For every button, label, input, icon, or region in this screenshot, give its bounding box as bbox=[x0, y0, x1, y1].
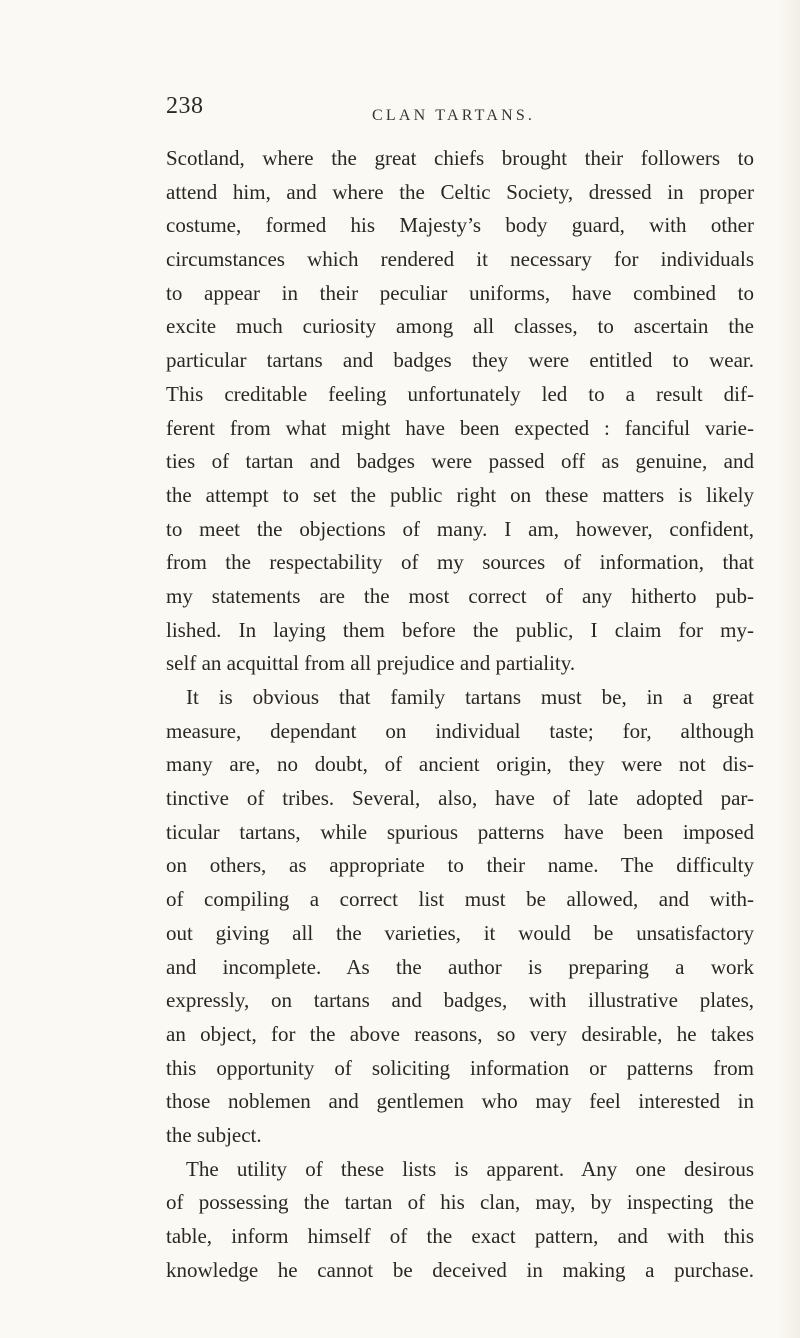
text-line: circumstances which rendered it necessary for individuals bbox=[166, 247, 754, 272]
text-line: this opportunity of soliciting information or patterns from bbox=[166, 1055, 754, 1080]
text-line: Scotland, where the great chiefs brought their followers to bbox=[166, 146, 754, 170]
text-line: expressly, on tartans and badges, with illustrative plates, bbox=[166, 988, 754, 1013]
text-line: from the respectability of my sources of information, that bbox=[166, 550, 754, 575]
text-line: self an acquittal from all prejudice and partiality. bbox=[166, 651, 576, 676]
text-line: to meet the objections of many. I am, however, confident, bbox=[166, 516, 754, 541]
text-line: It is obvious that family tartans must be, in a great bbox=[186, 685, 754, 709]
text-line: particular tartans and badges they were entitled to wear. bbox=[166, 348, 754, 373]
text-line: to appear in their peculiar uniforms, have combined to bbox=[166, 280, 754, 305]
page-edge-shadow bbox=[778, 0, 800, 1338]
text-line: and incomplete. As the author is preparing a work bbox=[166, 954, 754, 979]
text-line: The utility of these lists is apparent. Any one desirous bbox=[186, 1156, 754, 1181]
text-line: the attempt to set the public right on these matters is likely bbox=[166, 482, 754, 507]
page-number: 238 bbox=[166, 93, 204, 119]
text-line: of compiling a correct list must be allowed, and with- bbox=[166, 887, 754, 912]
text-line: attend him, and where the Celtic Society, dressed in proper bbox=[166, 179, 754, 204]
text-line: table, inform himself of the exact pattern, and with this bbox=[166, 1224, 754, 1248]
body-text bbox=[166, 142, 754, 1287]
text-line: ticular tartans, while spurious patterns have been imposed bbox=[166, 819, 754, 844]
text-line: those noblemen and gentlemen who may feel interested in bbox=[166, 1089, 754, 1114]
text-line: This creditable feeling unfortunately led to a result dif- bbox=[166, 381, 754, 406]
running-title: CLAN TARTANS. bbox=[372, 107, 536, 124]
text-line: tinctive of tribes. Several, also, have of late adopted par- bbox=[166, 786, 754, 811]
text-line: measure, dependant on individual taste; for, although bbox=[166, 718, 754, 743]
text-line: lished. In laying them before the public, I claim for my- bbox=[166, 617, 754, 642]
text-line: excite much curiosity among all classes, to ascertain the bbox=[166, 314, 754, 339]
text-line: many are, no doubt, of ancient origin, they were not dis- bbox=[166, 752, 754, 777]
text-line: the subject. bbox=[166, 1122, 262, 1147]
text-line: knowledge he cannot be deceived in making a purchase. bbox=[166, 1257, 754, 1282]
text-line: ferent from what might have been expected : fanciful varie- bbox=[166, 415, 754, 440]
text-line: of possessing the tartan of his clan, may, by inspecting the bbox=[166, 1190, 754, 1215]
text-line: my statements are the most correct of any hitherto pub- bbox=[166, 583, 754, 608]
text-line: out giving all the varieties, it would be unsatisfactory bbox=[166, 920, 754, 945]
text-line: an object, for the above reasons, so very desirable, he takes bbox=[166, 1021, 754, 1046]
text-line: on others, as appropriate to their name. The difficulty bbox=[166, 853, 754, 878]
text-line: costume, formed his Majesty’s body guard, with other bbox=[166, 213, 754, 238]
text-line: ties of tartan and badges were passed off as genuine, and bbox=[166, 449, 754, 474]
